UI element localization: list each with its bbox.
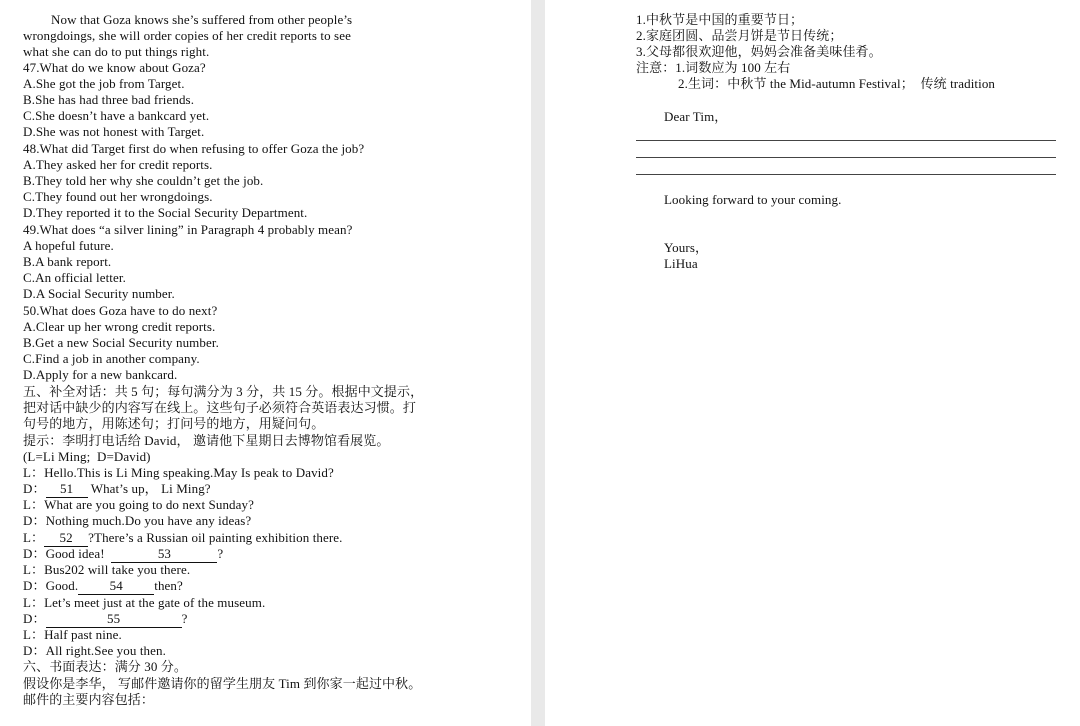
- dialogue-text: then?: [154, 578, 183, 593]
- section-6-heading: 六、书面表达：满分 30 分。: [23, 659, 188, 674]
- answer-blank-55[interactable]: 55: [46, 611, 182, 628]
- option: C.Find a job in another company.: [23, 351, 200, 366]
- dialogue-line: L：Half past nine.: [23, 627, 122, 642]
- dialogue-line: [23, 546, 223, 563]
- option: A hopeful future.: [23, 238, 114, 253]
- letter-closing: Looking forward to your coming.: [664, 192, 842, 207]
- writing-task: 假设你是李华， 写邮件邀请你的留学生朋友 Tim 到你家一起过中秋。: [23, 676, 422, 691]
- option: B.A bank report.: [23, 254, 112, 269]
- letter-greeting: Dear Tim，: [664, 109, 728, 124]
- option: A.They asked her for credit reports.: [23, 157, 213, 172]
- option: B.Get a new Social Security number.: [23, 335, 219, 350]
- content-point: 2.家庭团圆、品尝月饼是节日传统；: [636, 28, 843, 43]
- option: D.A Social Security number.: [23, 286, 175, 301]
- question-50: 50.What does Goza have to do next?: [23, 303, 218, 318]
- writing-line[interactable]: [636, 174, 1056, 175]
- dialogue-hint: 提示：李明打电话给 David， 邀请他下星期日去博物馆看展览。: [23, 433, 390, 448]
- letter-signature: LiHua: [664, 256, 698, 271]
- question-49: 49.What does “a silver lining” in Paragraph 4 probably mean?: [23, 222, 353, 237]
- right-page: [545, 0, 1080, 726]
- dialogue-text: What’s up， Li Ming?: [87, 481, 211, 496]
- option: B.She has had three bad friends.: [23, 92, 195, 107]
- option: C.She doesn’t have a bankcard yet.: [23, 108, 210, 123]
- writing-line[interactable]: [636, 140, 1056, 141]
- option: A.She got the job from Target.: [23, 76, 185, 91]
- section-5-instructions: 句号的地方，用陈述句；打问号的地方，用疑问句。: [23, 416, 325, 431]
- content-point: 1.中秋节是中国的重要节日；: [636, 12, 804, 27]
- speaker-label: L：: [23, 530, 45, 545]
- dialogue-text: ?There’s a Russian oil painting exhibition there.: [88, 530, 343, 545]
- left-page: [0, 0, 531, 726]
- answer-blank-53[interactable]: 53: [111, 546, 217, 563]
- dialogue-line: [23, 578, 183, 595]
- passage-line: Now that Goza knows she’s suffered from other people’s: [51, 12, 353, 27]
- dialogue-line: L：Let’s meet just at the gate of the museum.: [23, 595, 266, 610]
- option: D.She was not honest with Target.: [23, 124, 205, 139]
- dialogue-text: D：Good.: [23, 578, 79, 593]
- section-5-instructions: 把对话中缺少的内容写在线上。这些句子必须符合英语表达习惯。打: [23, 400, 417, 415]
- option: D.They reported it to the Social Security Department.: [23, 205, 308, 220]
- option: B.They told her why she couldn’t get the job.: [23, 173, 264, 188]
- letter-signoff: Yours，: [664, 240, 709, 255]
- dialogue-line: [23, 611, 187, 628]
- option: A.Clear up her wrong credit reports.: [23, 319, 216, 334]
- dialogue-line: L：What are you going to do next Sunday?: [23, 497, 254, 512]
- passage-line: what she can do to put things right.: [23, 44, 210, 59]
- speaker-label: D：: [23, 481, 46, 496]
- section-5-heading: 五、补全对话：共 5 句；每句满分为 3 分，共 15 分。根据中文提示，: [23, 384, 424, 399]
- passage-line: wrongdoings, she will order copies of her credit reports to see: [23, 28, 351, 43]
- writing-line[interactable]: [636, 157, 1056, 158]
- question-47: 47.What do we know about Goza?: [23, 60, 206, 75]
- dialogue-line: L：Hello.This is Li Ming speaking.May Is peak to David?: [23, 465, 334, 480]
- dialogue-line: D：Nothing much.Do you have any ideas?: [23, 513, 252, 528]
- note: 2.生词：中秋节 the Mid-autumn Festival； 传统 tradition: [678, 76, 996, 91]
- content-point: 3.父母都很欢迎他，妈妈会准备美味佳肴。: [636, 44, 882, 59]
- dialogue-line: [23, 481, 211, 498]
- option: C.An official letter.: [23, 270, 126, 285]
- note: 注意：1.词数应为 100 左右: [636, 60, 791, 75]
- writing-task: 邮件的主要内容包括：: [23, 692, 155, 707]
- dialogue-line: L：Bus202 will take you there.: [23, 562, 191, 577]
- dialogue-text: ?: [181, 611, 188, 626]
- answer-blank-52[interactable]: 52: [44, 530, 88, 547]
- dialogue-line: D：All right.See you then.: [23, 643, 166, 658]
- dialogue-text: D：Good idea!: [23, 546, 112, 561]
- answer-blank-54[interactable]: 54: [78, 578, 154, 595]
- option: D.Apply for a new bankcard.: [23, 367, 178, 382]
- speaker-key: (L=Li Ming; D=David): [23, 449, 151, 464]
- answer-blank-51[interactable]: 51: [46, 481, 88, 498]
- question-48: 48.What did Target first do when refusing to offer Goza the job?: [23, 141, 365, 156]
- option: C.They found out her wrongdoings.: [23, 189, 213, 204]
- speaker-label: D：: [23, 611, 46, 626]
- dialogue-line: [23, 530, 343, 547]
- dialogue-text: ?: [217, 546, 224, 561]
